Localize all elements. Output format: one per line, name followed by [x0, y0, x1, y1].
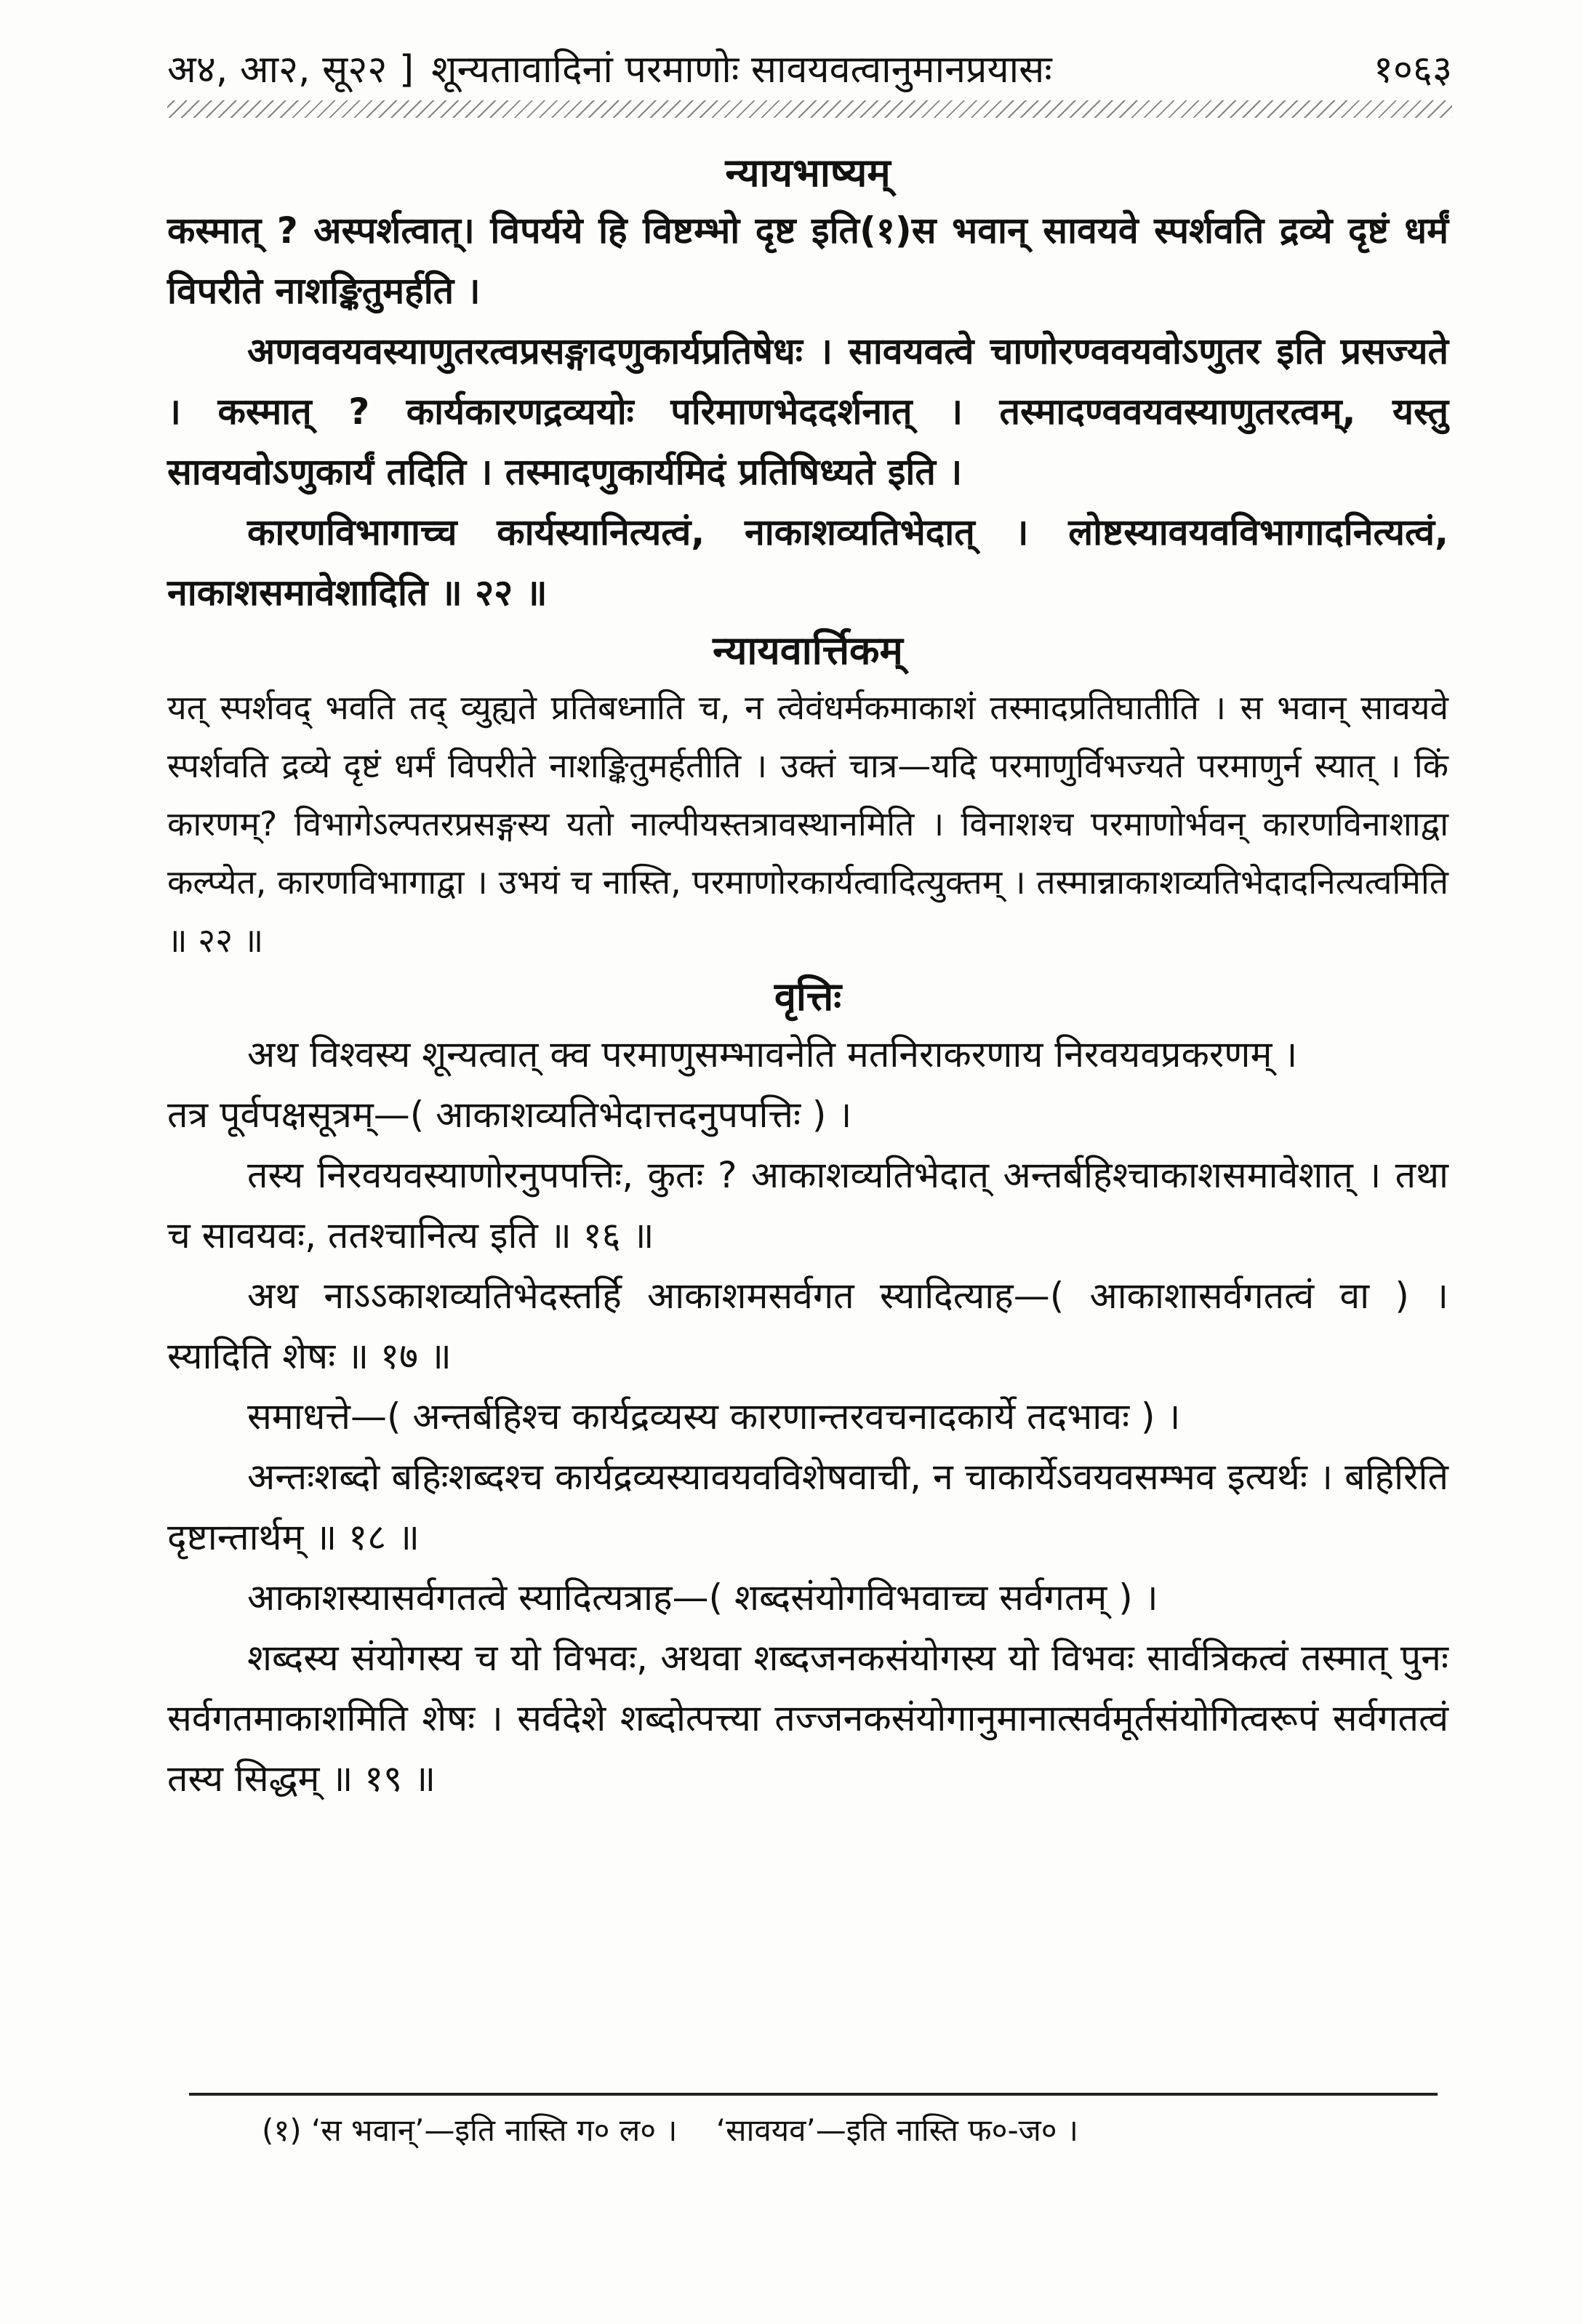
bhashya-paragraph: अणववयवस्याणुतरत्वप्रसङ्गादणुकार्यप्रतिषेधः । सावयवत्वे चाणोरण्ववयवोऽणुतर इति प्रसज्यते । कस्मात् ? कार्यकारणद्रव्ययोः परिमाणभेददर्शनात् । तस्मादण्ववयवस्याणुतरत्वम्, यस्तु सावयवोऽणुकार्यं तदिति । तस्मादणुकार्यमिदं प्रतिषिध्यते इति ।: [167, 330, 1448, 493]
vartika-paragraph: यत् स्पर्शवद् भवति तद् व्युह्यते प्रतिबध्नाति च, न त्वेवंधर्मकमाकाशं तस्मादप्रतिघातीति । स भवान् सावयवे स्पर्शवति द्रव्ये दृष्टं धर्मं विपरीते नाशङ्कितुमर्हतीति । उक्तं चात्र—यदि परमाणुर्विभज्यते परमाणुर्न स्यात् । किं कारणम्? विभागेऽल्पतरप्रसङ्गस्य यतो नाल्पीयस्तत्रावस्थानमिति । विनाशश्च परमाणोर्भवन् कारणविनाशाद्वा कल्प्येत, कारणविभागाद्वा । उभयं च नास्ति, परमाणोरकार्यत्वादित्युक्तम् । तस्मान्नाकाशव्यतिभेदादनित्यत्वमिति ॥ २२ ॥: [167, 688, 1448, 960]
running-title: शून्यतावादिनां परमाणोः सावयवत्वानुमानप्रयासः: [431, 47, 1052, 92]
vritti-paragraph: अन्तःशब्दो बहिःशब्दश्च कार्यद्रव्यस्यावयवविशेषवाची, न चाकार्येऽवयवसम्भव इत्यर्थः । बहिरिति दृष्टान्तार्थम् ॥ १८ ॥: [167, 1456, 1448, 1558]
footnote-rule: [189, 2093, 1438, 2096]
vritti-paragraph: अथ विश्वस्य शून्यत्वात् क्व परमाणुसम्भावनेति मतनिराकरणाय निरवयवप्रकरणम् ।: [247, 1033, 1298, 1075]
page-number: १०६३: [1373, 47, 1452, 92]
footnote-part: (१) ‘स भवान्’—इति नास्ति ग० ल० ।: [262, 2112, 678, 2148]
section-heading-vritti: वृत्तिः: [774, 974, 842, 1019]
bhashya-paragraph: कारणविभागाच्च कार्यस्यानित्यत्वं, नाकाशव्यतिभेदात् । लोष्टस्यावयवविभागादनित्यत्वं, नाकाशसमावेशादिति ॥ २२ ॥: [167, 511, 1448, 614]
vritti-paragraph: आकाशस्यासर्वगतत्वे स्यादित्यत्राह—( शब्दसंयोगविभवाच्च सर्वगतम् ) ।: [247, 1576, 1158, 1619]
vritti-paragraph: तस्य निरवयवस्याणोरनुपपत्तिः, कुतः ? आकाशव्यतिभेदात् अन्तर्बहिश्चाकाशसमावेशात् । तथा च सावयवः, ततश्चानित्य इति ॥ १६ ॥: [167, 1154, 1448, 1257]
vritti-paragraph: शब्दस्य संयोगस्य च यो विभवः, अथवा शब्दजनकसंयोगस्य यो विभवः सार्वत्रिकत्वं तस्मात् पुनः सर्वगतमाकाशमिति शेषः । सर्वदेशे शब्दोत्पत्त्या तज्जनकसंयोगानुमानात्सर्वमूर्तसंयोगित्वरूपं सर्वगतत्वं तस्य सिद्धम् ॥ १९ ॥: [167, 1637, 1448, 1800]
vritti-paragraph: अथ नाऽऽकाशव्यतिभेदस्तर्हि आकाशमसर्वगत स्यादित्याह—( आकाशासर्वगतत्वं वा ) । स्यादिति शेषः ॥ १७ ॥: [167, 1275, 1448, 1377]
vritti-paragraph: समाधत्ते—( अन्तर्बहिश्च कार्यद्रव्यस्य कारणान्तरवचनादकार्ये तदभावः ) ।: [247, 1395, 1181, 1438]
chapter-reference: अ४, आ२, सू२२ ]: [167, 47, 414, 92]
section-heading-bhashya: न्यायभाष्यम्: [725, 150, 891, 196]
vritti-paragraph: तत्र पूर्वपक्षसूत्रम्—( आकाशव्यतिभेदात्तदनुपपत्तिः ) ।: [167, 1094, 852, 1136]
running-header: [167, 35, 1452, 100]
wavy-divider: [167, 100, 1452, 118]
main-text: [167, 145, 1448, 1809]
footnote-part: ‘सावयव’—इति नास्ति फ०-ज० ।: [716, 2112, 1078, 2148]
bhashya-paragraph: कस्मात् ? अस्पर्शत्वात्। विपर्यये हि विष्टम्भो दृष्ट इति(१)स भवान् सावयवे स्पर्शवति द्रव्ये दृष्टं धर्मं विपरीते नाशङ्कितुमर्हति ।: [167, 209, 1448, 312]
section-heading-vartika: न्यायवार्त्तिकम्: [713, 628, 903, 673]
footnote: [262, 2109, 1438, 2152]
